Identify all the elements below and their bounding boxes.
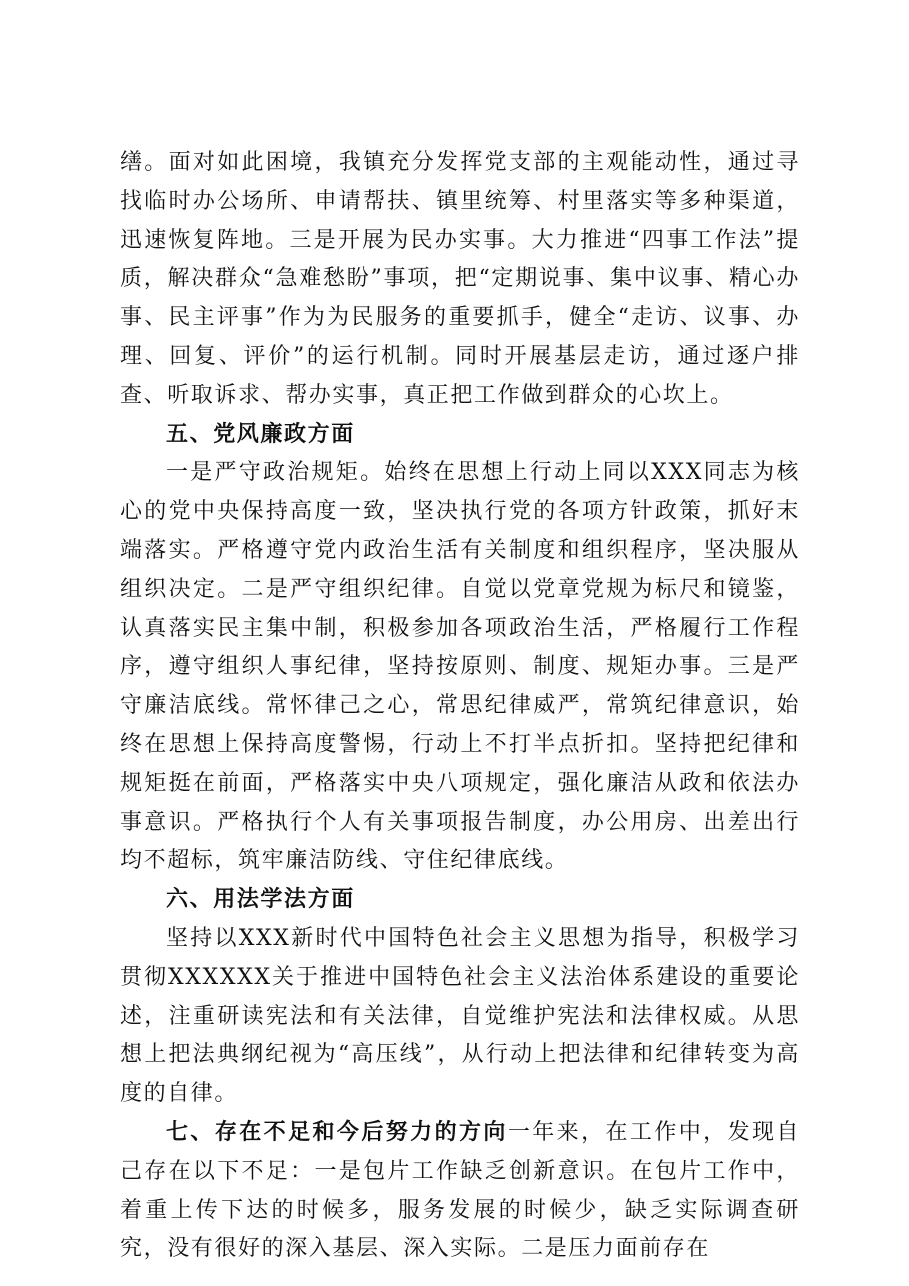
paragraph-section-7 bbox=[120, 1114, 800, 1269]
paragraph-section-7-text: 一年来，在工作中，发现自己存在以下不足：一是包片工作缺乏创新意识。在包片工作中，着重上传下达的时候多，服务发展的时候少，缺乏实际调查研究，没有很好的深入基层、深入实际。二是压力面前存在 bbox=[120, 1119, 801, 1262]
section-heading-7: 七、存在不足和今后努力的方向 bbox=[166, 1119, 508, 1145]
paragraph-continued: 缮。面对如此困境，我镇充分发挥党支部的主观能动性，通过寻找临时办公场所、申请帮扶、镇里统筹、村里落实等多种渠道，迅速恢复阵地。三是开展为民办实事。大力推进“四事工作法”提质，解决群众“急难愁盼”事项，把“定期说事、集中议事、精心办事、民主评事”作为为民服务的重要抓手，健全“走访、议事、办理、回复、评价”的运行机制。同时开展基层走访，通过逐户排查、听取诉求、帮办实事，真正把工作做到群众的心坎上。 bbox=[120, 150, 800, 408]
paragraph-section-6: 坚持以XXX新时代中国特色社会主义思想为指导，积极学习贯彻XXXXXX关于推进中国特色社会主义法治体系建设的重要论述，注重研读宪法和有关法律，自觉维护宪法和法律权威。从思想上把法典纲纪视为“高压线”，从行动上把法律和纪律转变为高度的自律。 bbox=[120, 925, 800, 1107]
document-body bbox=[120, 144, 800, 1269]
section-heading-6: 六、用法学法方面 bbox=[166, 887, 355, 913]
section-heading-5: 五、党风廉政方面 bbox=[166, 421, 355, 447]
paragraph-section-5: 一是严守政治规矩。始终在思想上行动上同以XXX同志为核心的党中央保持高度一致，坚决执行党的各项方针政策，抓好末端落实。严格遵守党内政治生活有关制度和组织程序，坚决服从组织决定。二是严守组织纪律。自觉以党章党规为标尺和镜鉴，认真落实民主集中制，积极参加各项政治生活，严格履行工作程序，遵守组织人事纪律，坚持按原则、制度、规矩办事。三是严守廉洁底线。常怀律己之心，常思纪律威严，常筑纪律意识，始终在思想上保持高度警惕，行动上不打半点折扣。坚持把纪律和规矩挺在前面，严格落实中央八项规定，强化廉洁从政和依法办事意识。严格执行个人有关事项报告制度，办公用房、出差出行均不超标，筑牢廉洁防线、守住纪律底线。 bbox=[120, 460, 800, 874]
